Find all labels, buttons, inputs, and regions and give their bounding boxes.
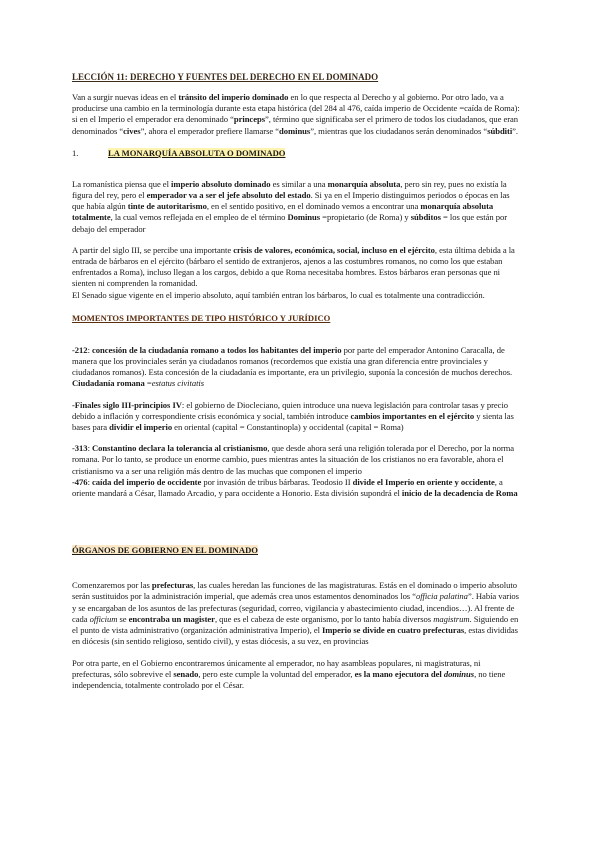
bold-run: imperio absoluto dominado	[171, 178, 271, 189]
text-run: ”. Había varios y se encargaban de los asuntos de las prefecturas (seguridad, correo, vigilancia y abastecimiento ciudad, incendios…). Al frente de cada	[72, 591, 519, 624]
bold-run: divide el Imperio en oriente y occidente	[352, 476, 495, 487]
bold-run: encontraba un magister	[128, 613, 215, 624]
paragraph-prefecturas	[72, 580, 520, 647]
text-run: , en el sentido positivo, en el dominado vemos a encontrar una	[206, 201, 421, 212]
text-run: ”, término que significaba ser el primero de todos los ciudadanos, que eran denominados “	[72, 114, 519, 136]
bold-run: tinte de autoritarismo	[127, 201, 207, 212]
bold-run: -476	[72, 476, 88, 487]
paragraph-gobierno	[72, 658, 520, 692]
bold-run: princeps	[233, 114, 265, 125]
document-page	[72, 72, 520, 691]
bold-run: dominus	[279, 125, 311, 136]
text-run: en lo que respecta al Derecho y al gobierno. Por otro lado, va a producirse una cambio en la terminología durante esta etapa histórica (del 284 al 476, caída imperio de Occidente =caída de Roma): si en el Imperio el emperador era denominado “	[72, 92, 520, 125]
paragraph-crisis	[72, 245, 520, 290]
text-run: A partir del siglo III, se percibe una importante	[72, 244, 234, 255]
bold-run: cambios importantes en el ejército	[350, 410, 475, 421]
bold-run: es la mano ejecutora del	[354, 668, 444, 679]
bold-run: inicio de la decadencia de Roma	[401, 488, 518, 499]
text-run: , pero este cumple la voluntad del emperador,	[198, 668, 355, 679]
text-run: en oriental (capital = Constantinopla) y occidental (capital = Roma)	[172, 422, 404, 433]
text-run: , que desde ahora será una religión tolerada por el Derecho, por la norma romana. Por lo tanto, se produce un enorme cambio, pues mientras antes la situación de los cristianos no era favorable, ahora el cristianismo va a ser una religión más dentro de las muchas que componen el imperio	[72, 443, 515, 476]
text-run: es similar a una	[270, 178, 328, 189]
bold-run: caída del imperio de occidente	[92, 476, 202, 487]
italic-run: officia palatina	[415, 591, 468, 602]
italic-run: estatus civitatis	[151, 378, 205, 389]
bold-run: monarquía absoluta	[327, 178, 401, 189]
moment-476	[72, 477, 520, 499]
text-run: Por otra parte, en el Gobierno encontraremos únicamente al emperador, no hay asambleas populares, ni magistraturas, ni prefecturas, sólo sobrevive el	[72, 657, 481, 679]
moment-313	[72, 443, 520, 477]
italic-run: magistrum	[433, 613, 470, 624]
section-title: LA MONARQUÍA ABSOLUTA O DOMINADO	[108, 147, 286, 158]
bold-run: Imperio se divide en cuatro prefecturas	[322, 625, 465, 636]
bold-run: monarquía absoluta totalmente	[72, 201, 494, 223]
text-run: y sienta las bases para	[72, 410, 514, 433]
text-run: :	[87, 443, 92, 454]
text-run: . Si ya en el Imperio distinguimos periodos o épocas en las que había algún	[72, 190, 510, 212]
text-run: , las cuales heredan las funciones de las magistraturas. Estás en el dominado o imperio absoluto serán sustituidos por la administración imperial, que además crea unos estamentos denominados los “	[72, 580, 517, 602]
bold-run: cives	[123, 125, 141, 136]
bold-run: súbditos	[410, 212, 441, 223]
text-run: , estas divididas en diócesis (sin sentido religioso, sentido civil), y estas diócesis, a su vez, en provincias	[72, 625, 518, 647]
text-run: por parte del emperador Antonino Caracalla, de manera que los provinciales serán ya ciudadanos romanos (recordemos que existía una gran diferencia entre provinciales y ciudadanos romanos). Esta concesión de la ciudadanía es importante, era un privilegio, suponía la concesión de muchos derechos.	[72, 344, 513, 378]
text-run: . Siguiendo en el punto de vista administrativo (organización administrativa Imperio), el	[72, 613, 519, 636]
bold-run: tránsito del imperio dominado	[178, 92, 289, 102]
moment-diocleciano	[72, 400, 520, 434]
bold-run: emperador va a ser el jefe absoluto del estado	[146, 190, 311, 201]
text-run: , a oriente mandará a César, llamado Arcadio, y para occidente a Honorio. Esta división supondrá el	[72, 476, 503, 499]
paragraph-monarchy	[72, 179, 520, 235]
bold-run: -313	[72, 443, 88, 454]
bold-run: súbditi	[487, 125, 513, 136]
bold-run: dividir el imperio	[109, 422, 173, 433]
bold-run: concesión de la ciudadanía romano a todos los habitantes del imperio	[92, 344, 342, 355]
text-run: = los que están por debajo del emperador	[72, 212, 508, 234]
moments-heading: MOMENTOS IMPORTANTES DE TIPO HISTÓRICO Y JURÍDICO	[72, 312, 331, 323]
intro-paragraph	[72, 92, 520, 137]
italic-run: dominus	[443, 668, 475, 679]
section-1-heading	[72, 148, 520, 158]
bold-run: crisis de valores, económica, social, incluso en el ejército	[233, 244, 435, 255]
section-number: 1.	[72, 147, 79, 158]
lesson-title: LECCIÓN 11: DERECHO Y FUENTES DEL DERECHO EN EL DOMINADO	[72, 72, 379, 82]
text-run: ”, ahora el emperador prefiere llamarse “	[140, 125, 280, 136]
bold-run: Constantino declara la tolerancia al cristianismo	[92, 443, 268, 454]
organs-heading: ÓRGANOS DE GOBIERNO EN EL DOMINADO	[72, 545, 258, 556]
text-run: La romanística piensa que el	[72, 178, 172, 189]
text-run: =	[144, 378, 152, 389]
text-run: por invasión de tribus bárbaras. Teodosio II	[201, 476, 353, 487]
bold-run: senado	[173, 668, 199, 679]
text-run: :	[87, 344, 92, 355]
bold-run: -Finales siglo III-principios IV	[72, 399, 182, 410]
text-run: Van a surgir nuevas ideas en el	[72, 92, 179, 102]
bold-run: -212	[72, 344, 88, 355]
text-run: Comenzaremos por las	[72, 580, 152, 591]
text-run: ”, mientras que los ciudadanos serán denominados “	[310, 125, 488, 136]
bold-run: prefecturas	[151, 580, 194, 591]
text-run: , esta última debida a la entrada de bárbaros en el ejército (bárbaro el sentido de extranjeros, ajenos a las costumbres romanos, no como los que estaban enfrentados a Roma), incluso llegan a los cargos, debido a que Roma necesitaba hombres. Estos bárbaros eran personas que ni sienten ni comprenden la romanidad.	[72, 244, 515, 289]
moment-212	[72, 345, 520, 390]
text-run: , no tiene independencia, totalmente controlado por el César.	[72, 668, 506, 690]
text-run: , que es el cabeza de este organismo, por lo tanto había diversos	[214, 613, 434, 624]
text-run: , pero sin rey, pues no existía la figura del rey, pero el	[72, 178, 507, 201]
paragraph-senate: El Senado sigue vigente en el imperio absoluto, aquí también entran los bárbaros, lo cual es totalmente una contradicción.	[72, 289, 485, 300]
text-run: =propietario (de Roma) y	[320, 212, 411, 223]
text-run: :	[87, 476, 92, 487]
text-run: ”.	[512, 125, 519, 136]
text-run: : el gobierno de Diocleciano, quien introduce una nueva legislación para controlar tasas y precio debido a inflación y correspondiente crisis económica y social, también introduce	[72, 399, 509, 421]
text-run: se	[117, 613, 129, 624]
italic-run: officium	[89, 613, 118, 624]
bold-run: Ciudadanía romana	[72, 378, 145, 389]
bold-run: Dominus	[287, 212, 321, 223]
text-run: , la cual vemos reflejada en el empleo de el término	[110, 212, 288, 223]
